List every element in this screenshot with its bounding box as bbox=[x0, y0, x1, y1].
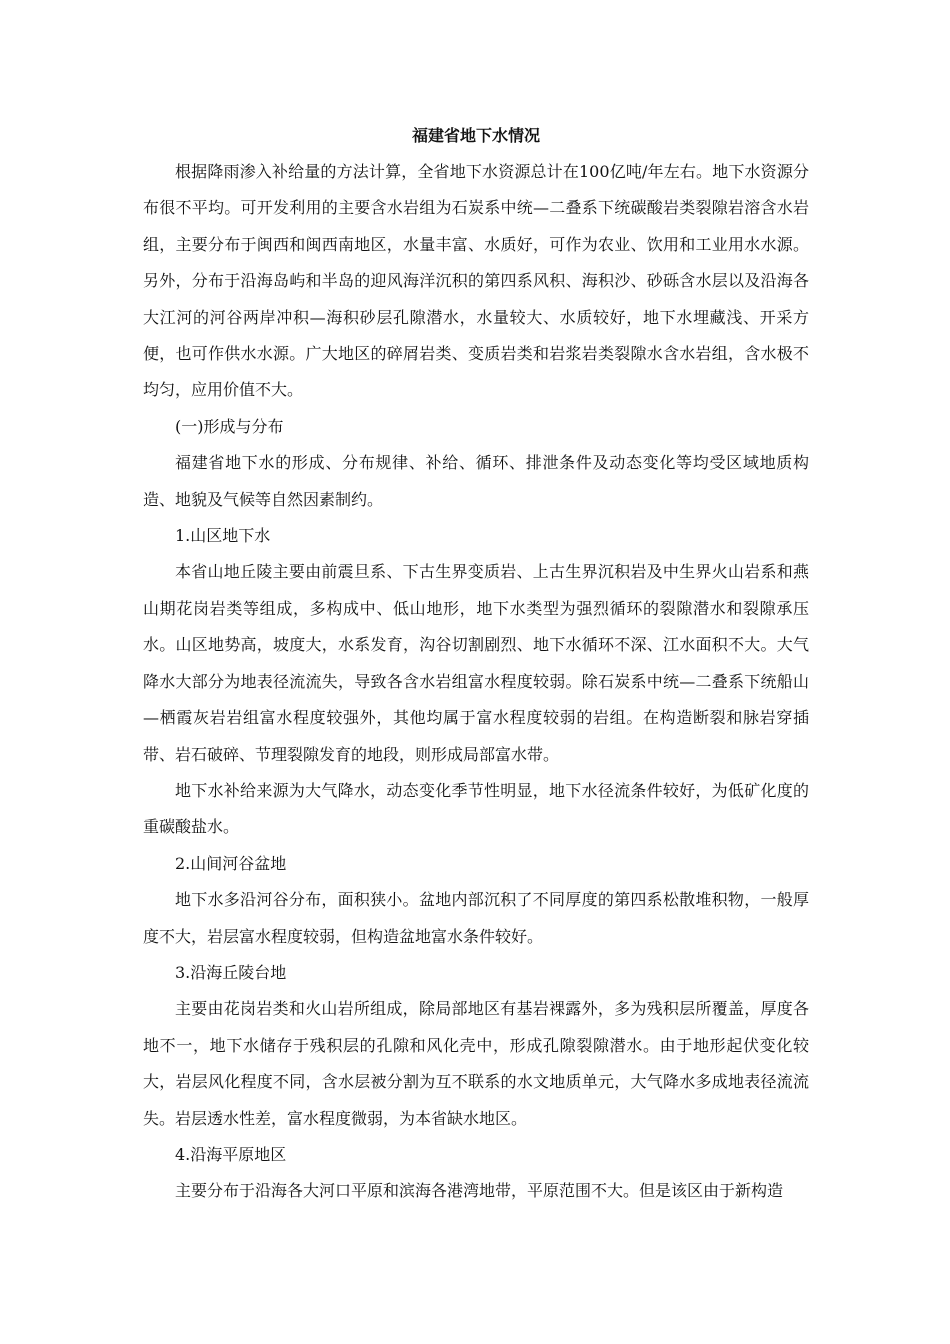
paragraph-coastal-plain: 主要分布于沿海各大河口平原和滨海各港湾地带，平原范围不大。但是该区由于新构造 bbox=[175, 1181, 784, 1201]
document-body bbox=[143, 120, 809, 1210]
paragraph-coastal-hills: 主要由花岗岩类和火山岩所组成，除局部地区有基岩裸露外，多为残积层所覆盖，厚度各地不一，地下水储存于残积层的孔隙和风化壳中，形成孔隙裂隙潜水。由于地形起伏变化较大，岩层风化程度不同，含水层被分割为互不联系的水文地质单元，大气降水多成地表径流流失。岩层透水性差，富水程度微弱，为本省缺水地区。 bbox=[143, 999, 809, 1128]
paragraph-mountain: 本省山地丘陵主要由前震旦系、下古生界变质岩、上古生界沉积岩及中生界火山岩系和燕山期花岗岩类等组成，多构成中、低山地形，地下水类型为强烈循环的裂隙潜水和裂隙承压水。山区地势高，坡度大，水系发育，沟谷切割剧烈、地下水循环不深、江水面积不大。大气降水大部分为地表径流流失，导致各含水岩组富水程度较弱。除石炭系中统—二叠系下统船山—栖霞灰岩岩组富水程度较强外，其他均属于富水程度较弱的岩组。在构造断裂和脉岩穿插带、岩石破碎、节理裂隙发育的地段，则形成局部富水带。 bbox=[143, 562, 809, 764]
document-title: 福建省地下水情况 bbox=[411, 126, 540, 145]
subheading-valley-basin: 2.山间河谷盆地 bbox=[175, 853, 287, 873]
subheading-coastal-hills: 3.沿海丘陵台地 bbox=[175, 962, 287, 982]
section-heading-formation: (一)形成与分布 bbox=[175, 416, 284, 436]
subheading-mountain: 1.山区地下水 bbox=[175, 526, 271, 546]
paragraph-mountain-recharge: 地下水补给来源为大气降水，动态变化季节性明显，地下水径流条件较好，为低矿化度的重碳酸盐水。 bbox=[143, 780, 809, 837]
subheading-coastal-plain: 4.沿海平原地区 bbox=[175, 1144, 287, 1164]
paragraph-valley-basin: 地下水多沿河谷分布，面积狭小。盆地内部沉积了不同厚度的第四系松散堆积物，一般厚度不大，岩层富水程度较弱，但构造盆地富水条件较好。 bbox=[143, 890, 809, 946]
paragraph-intro: 根据降雨渗入补给量的方法计算，全省地下水资源总计在100亿吨/年左右。地下水资源分布很不平均。可开发利用的主要含水岩组为石炭系中统—二叠系下统碳酸岩类裂隙岩溶含水岩组，主要分布于闽西和闽西南地区，水量丰富、水质好，可作为农业、饮用和工业用水水源。另外，分布于沿海岛屿和半岛的迎风海洋沉积的第四系风积、海积沙、砂砾含水层以及沿海各大江河的河谷两岸冲积—海积砂层孔隙潜水，水量较大、水质较好，地下水埋藏浅、开采方便，也可作供水水源。广大地区的碎屑岩类、变质岩类和岩浆岩类裂隙水含水岩组，含水极不均匀，应用价值不大。 bbox=[143, 162, 809, 400]
paragraph-formation: 福建省地下水的形成、分布规律、补给、循环、排泄条件及动态变化等均受区域地质构造、地貌及气候等自然因素制约。 bbox=[143, 453, 809, 509]
